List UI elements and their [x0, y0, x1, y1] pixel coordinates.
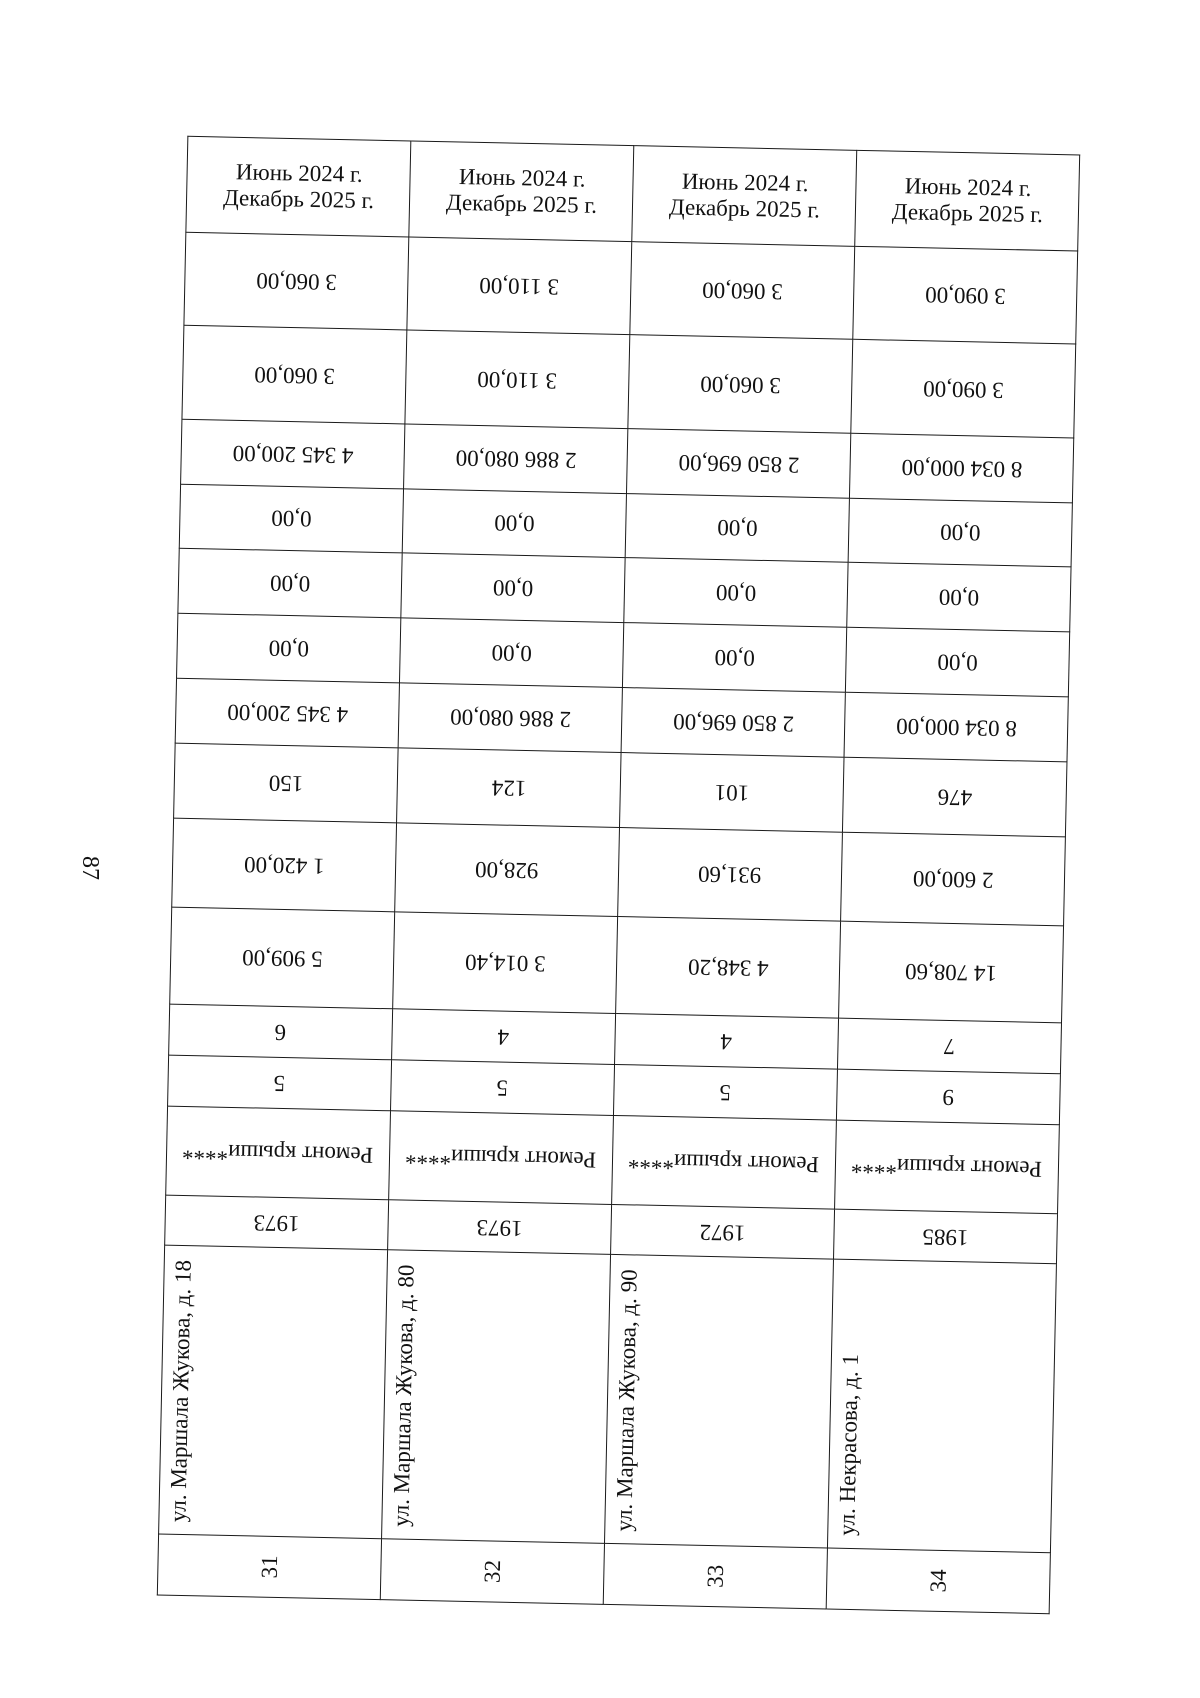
- residents-cell: 476: [842, 757, 1067, 837]
- cost-total-cell: 4 345 200,00: [175, 678, 399, 747]
- area-cell: 3 014,40: [393, 912, 618, 1014]
- unit-limit-cell: 3 060,00: [184, 233, 409, 331]
- fund-cell: 0,00: [402, 488, 626, 557]
- cost-owners-cell: 2 850 696,00: [627, 428, 851, 497]
- unit-limit-cell: 3 060,00: [630, 242, 855, 340]
- row-area: [170, 907, 1064, 1023]
- floors-cell: 5: [168, 1055, 392, 1110]
- work-type-cell: Ремонт крыши****: [389, 1110, 614, 1204]
- work-type-cell: Ремонт крыши****: [835, 1120, 1060, 1214]
- fund-cell: 0,00: [177, 613, 401, 682]
- year-cell: 1973: [165, 1195, 389, 1250]
- unit-cost-cell: 3 060,00: [182, 326, 407, 424]
- fund-cell: 0,00: [847, 563, 1071, 632]
- address-cell: ул. Маршала Жукова, д. 90: [604, 1255, 833, 1548]
- entrances-cell: 7: [837, 1018, 1061, 1073]
- row-address: [159, 1245, 1057, 1552]
- cost-owners-cell: 8 034 000,00: [849, 433, 1073, 502]
- area2-cell: 931,60: [618, 827, 843, 921]
- floors-cell: 9: [836, 1069, 1060, 1124]
- fund-cell: 0,00: [848, 498, 1072, 567]
- area2-cell: 2 600,00: [841, 832, 1066, 926]
- unit-limit-cell: 3 110,00: [407, 237, 632, 335]
- table-container: [165, 145, 1065, 1605]
- period-cell: Декабрь 2025 г. Июнь 2024 г.: [409, 141, 634, 242]
- unit-limit-cell: 3 090,00: [853, 247, 1078, 345]
- residents-cell: 150: [174, 743, 399, 823]
- row-number-cell: 33: [603, 1543, 827, 1609]
- floors-cell: 5: [613, 1064, 837, 1119]
- period-cell: Декабрь 2025 г. Июнь 2024 г.: [855, 150, 1080, 251]
- unit-cost-cell: 3 060,00: [628, 335, 853, 433]
- period-cell: Декабрь 2025 г. Июнь 2024 г.: [632, 146, 857, 247]
- year-cell: 1972: [611, 1204, 835, 1259]
- fund-cell: 0,00: [179, 484, 403, 553]
- area-cell: 5 909,00: [170, 907, 395, 1009]
- row-number-cell: 31: [157, 1534, 381, 1600]
- entrances-cell: 4: [615, 1014, 839, 1069]
- period-cell: Декабрь 2025 г. Июнь 2024 г.: [186, 136, 411, 237]
- address-cell: ул. Маршала Жукова, д. 18: [159, 1245, 388, 1538]
- entrances-cell: 4: [392, 1009, 616, 1064]
- fund-cell: 0,00: [625, 493, 849, 562]
- cost-owners-cell: 2 886 080,00: [404, 424, 628, 493]
- area-cell: 4 348,20: [616, 916, 841, 1018]
- repair-schedule-table: [157, 136, 1080, 1614]
- row-period: [186, 136, 1080, 251]
- work-type-cell: Ремонт крыши****: [166, 1106, 391, 1200]
- address-cell: ул. Некрасова, д. 1: [827, 1259, 1056, 1552]
- residents-cell: 124: [397, 748, 622, 828]
- fund-cell: 0,00: [624, 558, 848, 627]
- fund-cell: 0,00: [401, 553, 625, 622]
- area-cell: 14 708,60: [839, 921, 1064, 1023]
- cost-total-cell: 2 886 080,00: [398, 683, 622, 752]
- floors-cell: 5: [391, 1060, 615, 1115]
- address-cell: ул. Маршала Жукова, д. 80: [382, 1250, 611, 1543]
- page-number: 87: [77, 856, 103, 880]
- cost-total-cell: 8 034 000,00: [844, 692, 1068, 761]
- work-type-cell: Ремонт крыши****: [612, 1115, 837, 1209]
- fund-cell: 0,00: [399, 618, 623, 687]
- cost-owners-cell: 4 345 200,00: [181, 419, 405, 488]
- row-number-cell: 34: [826, 1548, 1050, 1614]
- area2-cell: 928,00: [395, 823, 620, 917]
- fund-cell: 0,00: [622, 623, 846, 692]
- fund-cell: 0,00: [178, 549, 402, 618]
- area2-cell: 1 420,00: [172, 818, 397, 912]
- year-cell: 1973: [388, 1199, 612, 1254]
- row-number-cell: 32: [380, 1539, 604, 1605]
- cost-total-cell: 2 850 696,00: [621, 688, 845, 757]
- entrances-cell: 6: [169, 1004, 393, 1059]
- unit-cost-cell: 3 110,00: [405, 330, 630, 428]
- fund-cell: 0,00: [845, 627, 1069, 696]
- residents-cell: 101: [619, 752, 844, 832]
- unit-cost-cell: 3 090,00: [851, 340, 1076, 438]
- year-cell: 1985: [833, 1209, 1057, 1264]
